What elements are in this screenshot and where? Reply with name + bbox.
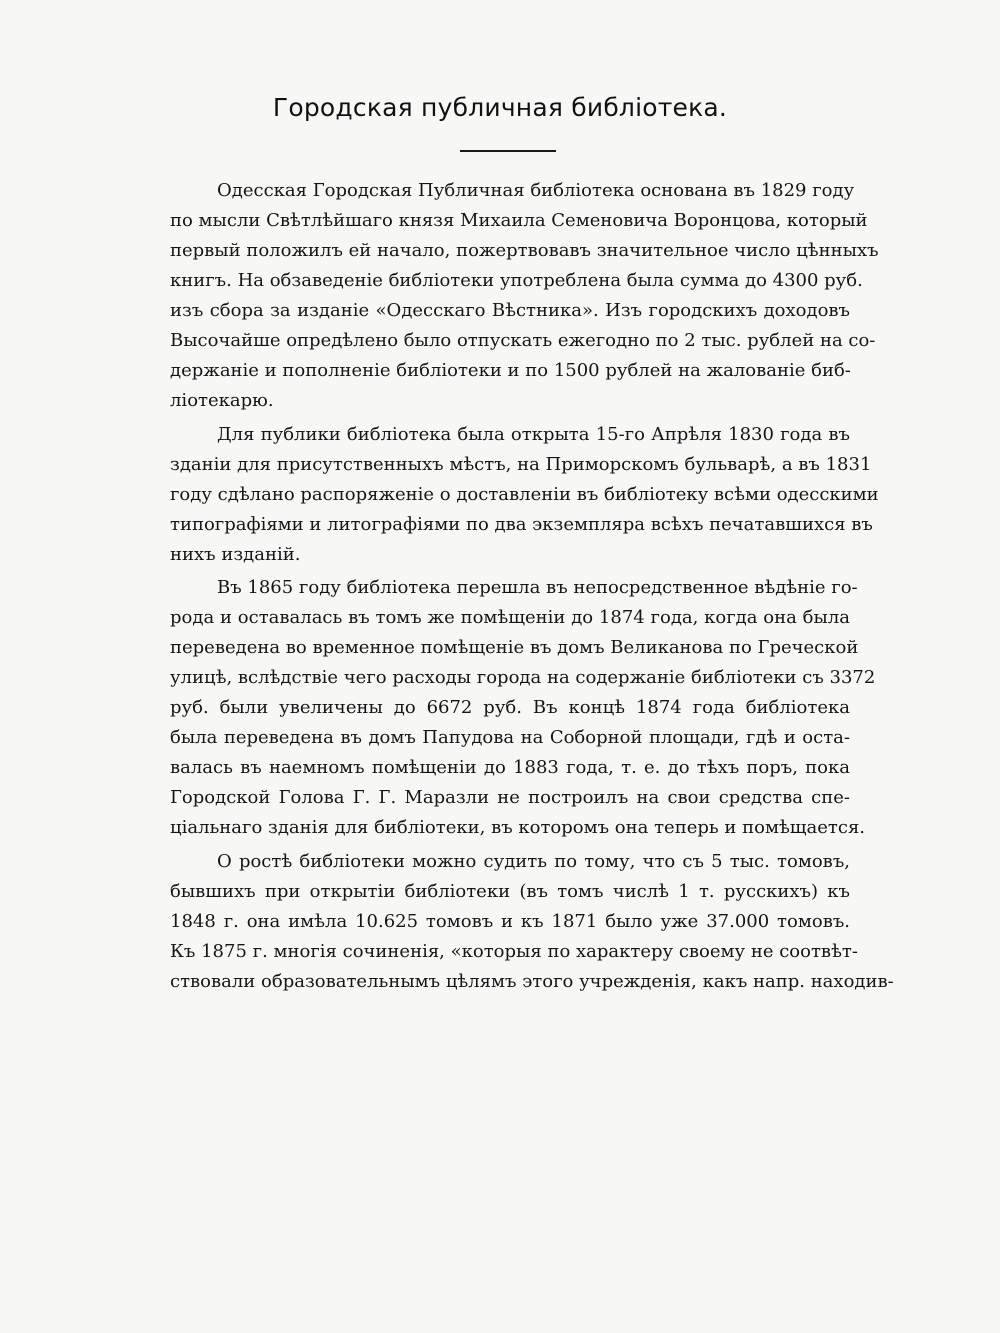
text-line: Для публики библіотека была открыта 15-го Апрѣля 1830 года въ (217, 424, 850, 445)
text-line: бывшихъ при открытіи библіотеки (въ томъ числѣ 1 т. русскихъ) къ (170, 881, 850, 902)
text-line: руб. были увеличены до 6672 руб. Въ концѣ 1874 года библіотека (170, 697, 850, 718)
text-line: была переведена въ домъ Папудова на Соборной площади, гдѣ и оста- (170, 727, 850, 748)
text-line: валась въ наемномъ помѣщеніи до 1883 года, т. е. до тѣхъ поръ, пока (170, 757, 850, 778)
text-line: ствовали образовательнымъ цѣлямъ этого учрежденія, какъ напр. находив- (170, 971, 894, 992)
page-title: Городская публичная библіотека. (272, 93, 728, 122)
text-line: ціальнаго зданія для библіотеки, въ которомъ она теперь и помѣщается. (170, 817, 866, 838)
text-line: 1848 г. она имѣла 10.625 томовъ и къ 1871 было уже 37.000 томовъ. (170, 911, 850, 932)
text-line: Къ 1875 г. многія сочиненія, «которыя по характеру своему не соотвѣт- (170, 941, 858, 962)
text-line: Одесская Городская Публичная библіотека основана въ 1829 году (217, 180, 855, 201)
text-line: Городской Голова Г. Г. Маразли не построилъ на свои средства спе- (170, 787, 850, 808)
text-line: О ростѣ библіотеки можно судить по тому, что съ 5 тыс. томовъ, (217, 851, 850, 872)
text-line: по мысли Свѣтлѣйшаго князя Михаила Семеновича Воронцова, который (170, 210, 868, 231)
text-line: рода и оставалась въ томъ же помѣщеніи до 1874 года, когда она была (170, 607, 850, 628)
text-line: году сдѣлано распоряженіе о доставленіи въ библіотеку всѣми одесскими (170, 484, 879, 505)
text-line: улицѣ, вслѣдствіе чего расходы города на содержаніе библіотеки съ 3372 (170, 667, 876, 688)
text-line: ліотекарю. (170, 390, 274, 411)
text-line: типографіями и литографіями по два экземпляра всѣхъ печатавшихся въ (170, 514, 873, 535)
title-rule (460, 150, 556, 152)
text-line: зданіи для присутственныхъ мѣстъ, на Приморскомъ бульварѣ, а въ 1831 (170, 454, 872, 475)
text-line: нихъ изданій. (170, 544, 301, 565)
text-line: изъ сбора за изданіе «Одесскаго Вѣстника». Изъ городскихъ доходовъ (170, 300, 850, 321)
text-line: держаніе и пополненіе библіотеки и по 1500 рублей на жалованіе биб- (170, 360, 851, 381)
text-line: Высочайше опредѣлено было отпускать ежегодно по 2 тыс. рублей на со- (170, 330, 876, 351)
text-line: первый положилъ ей начало, пожертвовавъ значительное число цѣнныхъ (170, 240, 879, 261)
text-line: книгъ. На обзаведеніе библіотеки употреблена была сумма до 4300 руб. (170, 270, 863, 291)
text-line: переведена во временное помѣщеніе въ домъ Великанова по Греческой (170, 637, 859, 658)
text-line: Въ 1865 году библіотека перешла въ непосредственное вѣдѣніе го- (217, 577, 858, 598)
